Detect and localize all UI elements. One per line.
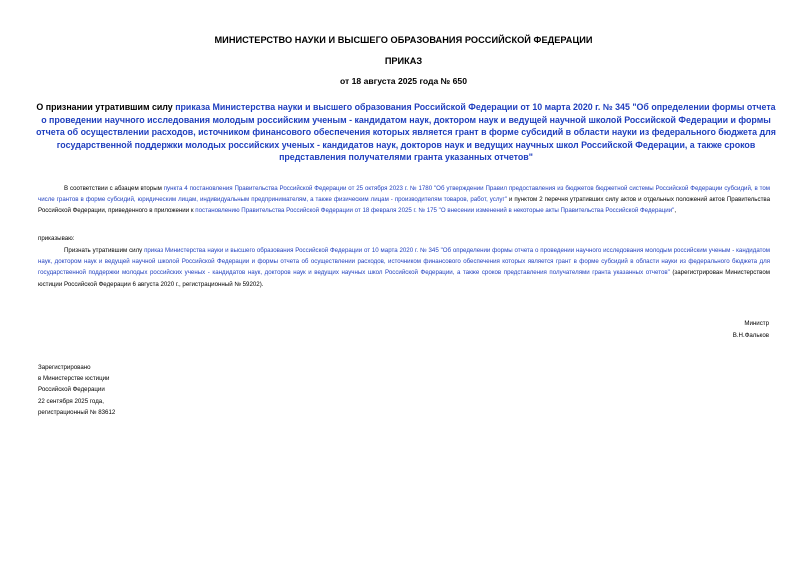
ministry-heading: МИНИСТЕРСТВО НАУКИ И ВЫСШЕГО ОБРАЗОВАНИЯ РОССИЙСКОЙ ФЕДЕРАЦИИ bbox=[214, 35, 593, 45]
resolution-1780-link[interactable]: пункта 4 постановления Правительства Российской Федерации от 25 октября 2023 г. № 1780 "Об утверждении Правил предоставления из бюджетов бюджетной системы Российской Федерации субсидий, в том числе грантов в форме субсидий, юридическим лицам, индивидуальным предпринимателям, а также физическим лицам - производителям товаров, работ, услуг" bbox=[38, 185, 770, 204]
subject-prefix: О признании утратившим силу bbox=[36, 102, 176, 112]
order-word: приказываю: bbox=[38, 235, 75, 242]
registration-line: Российской Федерации bbox=[38, 386, 105, 394]
registration-line: Зарегистрировано bbox=[38, 364, 91, 371]
resolution-175-link[interactable]: постановлению Правительства Российской Федерации от 18 февраля 2025 г. № 175 "О внесении изменений в некоторые акты Правительства Российской Федерации" bbox=[195, 207, 675, 215]
operative-paragraph bbox=[38, 245, 770, 290]
registration-line: регистрационный № 83612 bbox=[38, 408, 116, 416]
preamble-text-3: , bbox=[674, 207, 677, 215]
preamble-text-2: и пунктом 2 перечня утративших силу актов и отдельных положений актов Правительства Российской Федерации, приведенного в приложении к bbox=[38, 196, 770, 215]
order-345-link[interactable]: приказ Министерства науки и высшего образования Российской Федерации от 10 марта 2020 г. № 345 "Об определении формы отчета о проведении научного исследования молодым российским ученым - кандидатом наук, доктором наук и ведущей научной школой Российской Федерации и формы отчета об осуществлении расходов, источником финансового обеспечения которых является грант в форме субсидий в области науки из федерального бюджета для государственной поддержки молодых российских ученых - кандидатов наук, докторов наук и ведущих научных школ Российской Федерации, а также сроков представления получателями гранта указанных отчетов" bbox=[38, 247, 770, 277]
signatory-name: В.Н.Фальков bbox=[732, 332, 769, 340]
operative-text-1: Признать утратившим силу bbox=[64, 247, 145, 254]
signatory-position: Министр bbox=[744, 320, 769, 327]
registration-block bbox=[38, 362, 115, 418]
document-subject bbox=[36, 101, 776, 164]
registration-line: в Министерстве юстиции bbox=[38, 375, 110, 383]
signature-block bbox=[733, 318, 769, 343]
preamble-text-1: В соответствии с абзацем вторым bbox=[64, 185, 164, 192]
registration-line: 22 сентября 2025 года, bbox=[38, 397, 104, 405]
document-date-number: от 18 августа 2025 года № 650 bbox=[340, 76, 467, 86]
preamble-paragraph bbox=[38, 183, 770, 217]
document-type: ПРИКАЗ bbox=[384, 56, 423, 66]
operative-text-2: (зарегистрирован Министерством юстиции Российской Федерации 6 августа 2020 г., регистрационный № 59202). bbox=[38, 269, 770, 288]
subject-order-link[interactable]: приказа Министерства науки и высшего образования Российской Федерации от 10 марта 2020 г. № 345 "Об определении формы отчета о проведении научного исследования молодым российским ученым - кандидатом наук, доктором наук и ведущей научной школой Российской Федерации и формы отчета об осуществлении расходов, источником финансового обеспечения которых является грант в форме субсидий в области науки из федерального бюджета для государственной поддержки молодых российских ученых - кандидатов наук, докторов наук и ведущих научных школ Российской Федерации, а также сроков представления получателями гранта указанных отчетов" bbox=[36, 102, 776, 163]
